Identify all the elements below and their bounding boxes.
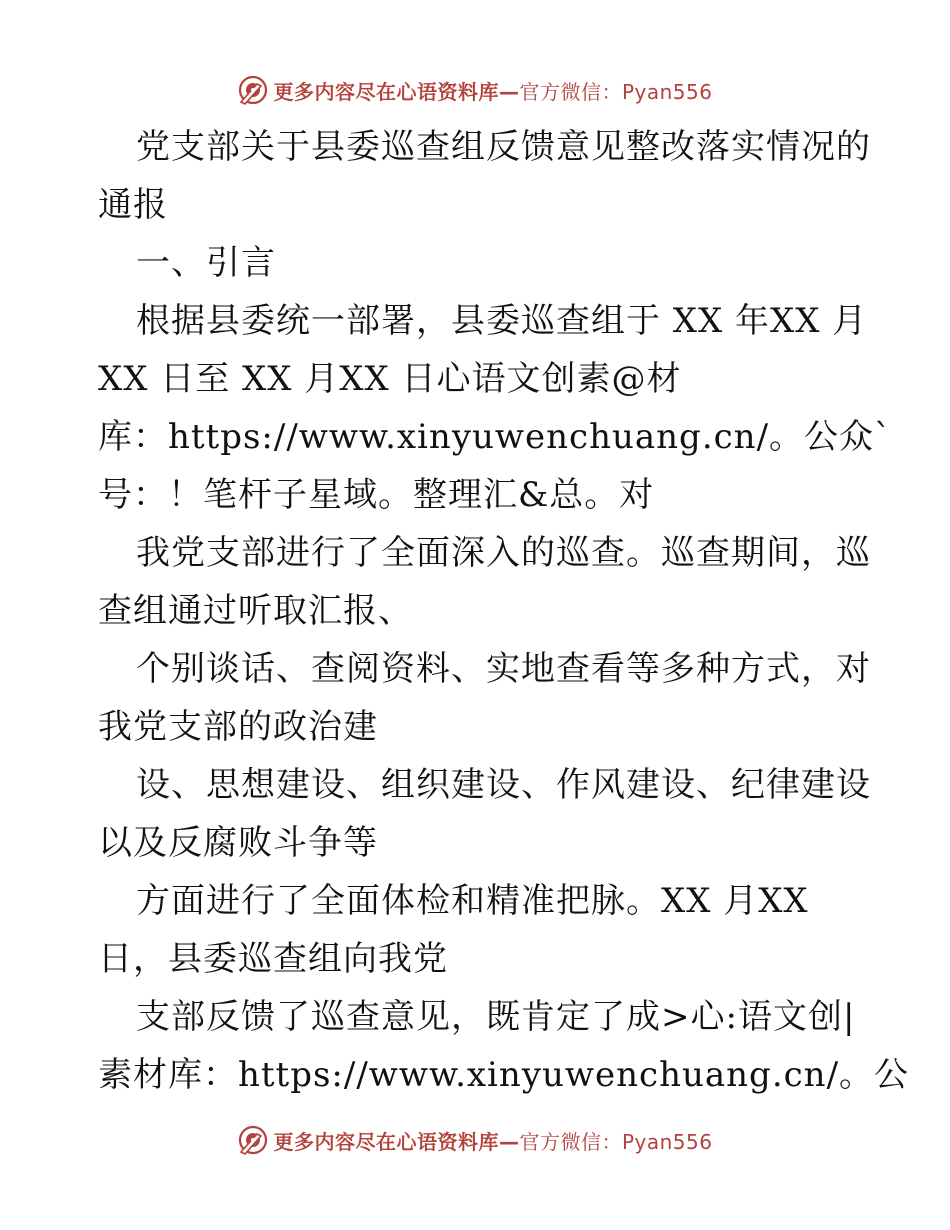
banner-text-tail: 官方微信：Pyan556 <box>519 79 713 104</box>
document-line: 党支部关于县委巡查组反馈意见整改落实情况的 <box>136 127 871 167</box>
banner-text <box>273 76 712 105</box>
header-banner <box>0 70 950 110</box>
document-line: 一、引言 <box>136 243 276 283</box>
banner-text <box>273 1126 712 1155</box>
document-line: 日，县委巡查组向我党 <box>98 939 448 979</box>
banner-text-main: 更多内容尽在心语资料库— <box>273 79 520 104</box>
document-line: 素材库：https://www.xinyuwenchuang.cn/。公 <box>98 1055 910 1095</box>
banner-text-tail: 官方微信：Pyan556 <box>519 1129 713 1154</box>
document-line: 库：https://www.xinyuwenchuang.cn/。公众` <box>98 417 893 457</box>
document-line: 查组通过听取汇报、 <box>98 591 413 631</box>
pen-logo-icon <box>237 74 269 106</box>
document-line: 设、思想建设、组织建设、作风建设、纪律建设 <box>136 765 871 805</box>
document-line: 支部反馈了巡查意见，既肯定了成>心:语文创| <box>136 997 856 1037</box>
document-line: 根据县委统一部署，县委巡查组于 XX 年XX 月 <box>136 301 868 341</box>
document-line: 我党支部进行了全面深入的巡查。巡查期间，巡 <box>136 533 871 573</box>
document-line: 个别谈话、查阅资料、实地查看等多种方式，对 <box>136 649 871 689</box>
document-line: 我党支部的政治建 <box>98 707 378 747</box>
banner-text-main: 更多内容尽在心语资料库— <box>273 1129 520 1154</box>
document-line: 通报 <box>98 185 168 225</box>
document-line: XX 日至 XX 月XX 日心语文创素@材 <box>98 359 682 399</box>
document-line: 以及反腐败斗争等 <box>98 823 378 863</box>
pen-logo-icon <box>237 1124 269 1156</box>
footer-banner <box>0 1120 950 1160</box>
document-line: 号：！笔杆子星域。整理汇&总。对 <box>98 475 655 515</box>
document-body <box>98 118 910 1104</box>
document-line: 方面进行了全面体检和精准把脉。XX 月XX <box>136 881 809 921</box>
